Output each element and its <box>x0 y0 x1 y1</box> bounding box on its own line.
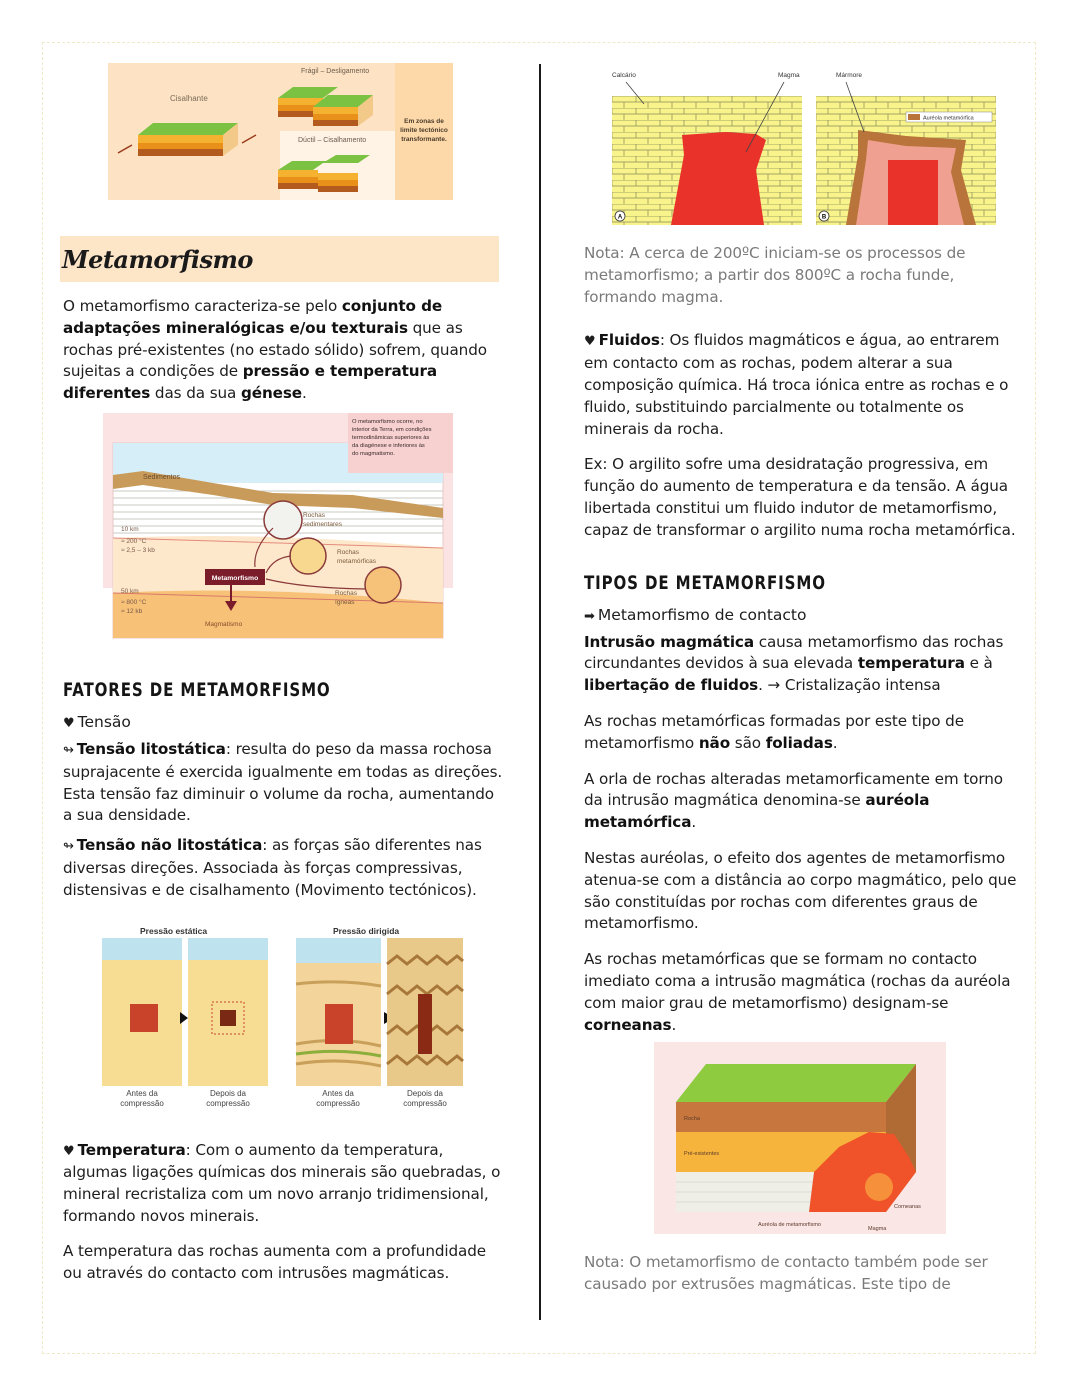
shear-zones-figure <box>108 63 453 200</box>
side-note-line1: Em zonas de <box>404 118 444 125</box>
aureole-figure <box>606 60 996 228</box>
section-title-metamorfismo: Metamorfismo <box>60 236 499 282</box>
label-cisalhante: Cisalhante <box>170 94 208 103</box>
title-directed-pressure: Pressão dirigida <box>333 925 400 936</box>
note-temperature-thresholds: Nota: A cerca de 200ºC iniciam-se os processos de metamorfismo; a partir dos 800ºC a rocha funde, formando magma. <box>584 244 966 306</box>
heart-icon: ♥ <box>63 715 75 731</box>
factors-title: FATORES DE METAMORFISMO <box>63 678 331 701</box>
contact-aureole-block-figure <box>654 1042 946 1234</box>
contact-p4: Nestas auréolas, o efeito dos agentes de metamorfismo atenua-se com a distância ao corpo magmático, pelo que são constituídas por rochas com diferentes graus de metamorfismo. <box>584 848 1017 933</box>
temperatura-paragraph: ♥ Temperatura: Com o aumento da temperatura, algumas ligações químicas dos minerais são quebradas, o mineral recristaliza com um novo arranjo tridimensional, formando novos minerais. <box>63 1140 501 1225</box>
caption-4-line2: compressão <box>403 1098 447 1108</box>
types-title: TIPOS DE METAMORFISMO <box>584 571 826 594</box>
left-column <box>63 55 503 1284</box>
label-rochas-met-2: metamórficas <box>337 557 377 565</box>
temperatura-depth-paragraph: A temperatura das rochas aumenta com a profundidade ou através do contacto com intrusões magmáticas. <box>63 1241 487 1282</box>
heart-icon: ♥ <box>584 334 596 350</box>
caption-1-line1: Antes da <box>126 1088 158 1098</box>
callout-line5: do magmatismo. <box>352 450 395 457</box>
label-temp-800: ≈ 800 °C <box>121 598 147 606</box>
caption-3-line2: compressão <box>316 1098 360 1108</box>
label-depth-10km: 10 km <box>121 525 139 533</box>
squiggle-arrow-icon: ↬ <box>63 839 74 855</box>
arrow-right-icon: ➡ <box>584 608 595 624</box>
label-press-25-3: ≈ 2,5 – 3 kb <box>121 546 155 554</box>
tensao-heading: ♥ Tensão <box>63 711 503 735</box>
callout-line2: interior da Terra, em condições <box>352 426 432 433</box>
label-rochas-sed-1: Rochas <box>303 511 326 519</box>
label-rochas-ign-1: Rochas <box>335 589 358 597</box>
label-rochas-ign-2: ígneas <box>335 598 355 606</box>
label-temp-200: ≈ 200 °C <box>121 537 147 545</box>
badge-b: B <box>821 214 827 221</box>
label-magma: Magma <box>778 72 800 79</box>
note-extrusions: Nota: O metamorfismo de contacto também pode ser causado por extrusões magmáticas. Este tipo de <box>584 1253 988 1294</box>
label-marmore: Mármore <box>836 72 863 79</box>
example-argilito-paragraph: Ex: O argilito sofre uma desidratação progressiva, em função do aumento de temperatura e da tensão. A água libertada constitui um fluido indutor de metamorfismo, capaz de transformar o argilito numa rocha metamórfica. <box>584 455 1016 539</box>
metamorfismo-box-label: Metamorfismo <box>211 574 259 582</box>
tensao-litostatica-paragraph: ↬ Tensão litostática: resulta do peso da massa rochosa suprajacente é exercida igualmente em todas as direções. Esta tensão faz diminuir o volume da rocha, aumentando a sua densidade. <box>63 739 503 825</box>
label-fragil: Frágil – Desligamento <box>301 68 370 75</box>
side-note-line3: transformante. <box>401 136 447 143</box>
column-divider <box>539 64 541 1320</box>
metamorphism-conditions-figure <box>103 413 453 641</box>
label-press-12: ≈ 12 kb <box>121 607 143 615</box>
pressure-types-figure <box>100 924 465 1112</box>
label-magmatismo: Magmatismo <box>205 620 243 628</box>
right-column <box>584 60 1024 1296</box>
caption-4-line1: Depois da <box>406 1088 444 1098</box>
contact-p1: Intrusão magmática causa metamorfismo das rochas circundantes devidos à sua elevada temperatura e à libertação de fluidos. → Cristalização intensa <box>584 632 1004 695</box>
label-corneanas: Corneanas <box>894 1204 921 1211</box>
caption-2-line1: Depois da <box>209 1088 247 1098</box>
caption-3-line1: Antes da <box>322 1088 354 1098</box>
squiggle-arrow-icon: ↬ <box>63 742 74 758</box>
label-sedimentos: Sedimentos <box>143 473 180 481</box>
intro-paragraph: O metamorfismo caracteriza-se pelo conjunto de adaptações mineralógicas e/ou texturais que as rochas pré-existentes (no estado sólido) sofrem, quando sujeitas a condições de pressão e temperatura diferentes das da sua génese. <box>63 297 487 403</box>
label-pre-existentes: Pré-existentes <box>684 1151 720 1158</box>
label-rochas-sed-2: sedimentares <box>303 520 343 528</box>
label-aureola-de-metamorfismo: Auréola de metamorfismo <box>758 1222 821 1229</box>
label-rochas-met-1: Rochas <box>337 548 360 556</box>
label-magma-block: Magma <box>868 1226 887 1233</box>
side-note-line2: limite tectónico <box>400 127 448 134</box>
contact-p2: As rochas metamórficas formadas por este tipo de metamorfismo não são foliadas. <box>584 711 964 752</box>
callout-line1: O metamorfismo ocorre, no <box>352 418 423 425</box>
callout-line3: termodinâmicas superiores às <box>352 434 430 441</box>
callout-line4: da diagénese e inferiores às <box>352 442 425 449</box>
caption-2-line2: compressão <box>206 1098 250 1108</box>
label-rocha: Rocha <box>684 1116 700 1123</box>
label-depth-50km: 50 km <box>121 587 139 595</box>
tensao-nao-litostatica-paragraph: ↬ Tensão não litostática: as forças são diferentes nas diversas direções. Associada às forças compressivas, distensivas e de cisalhamento (Movimento tectónicos). <box>63 836 482 899</box>
caption-1-line2: compressão <box>120 1098 164 1108</box>
badge-a: A <box>617 214 623 221</box>
contact-metamorphism-heading: ➡ Metamorfismo de contacto <box>584 604 1024 628</box>
heart-icon: ♥ <box>63 1143 75 1159</box>
contact-p3: A orla de rochas alteradas metamorficamente em torno da intrusão magmática denomina-se auréola metamórfica. <box>584 769 1003 832</box>
title-static-pressure: Pressão estática <box>140 925 208 936</box>
legend-aureola: Auréola metamórfica <box>923 115 974 122</box>
label-calcario: Calcário <box>612 72 636 79</box>
label-ductil: Dúctil – Cisalhamento <box>298 137 367 144</box>
contact-p5: As rochas metamórficas que se formam no contacto imediato coma a intrusão magmática (rochas da auréola com maior grau de metamorfismo) designam-se corneanas. <box>584 950 1011 1034</box>
fluidos-paragraph: ♥ Fluidos: Os fluidos magmáticos e água, ao entrarem em contacto com as rochas, podem alterar a sua composição química. Há troca iónica entre as rochas e o fluido, substituindo parcialmente ou totalmente os minerais da rocha. <box>584 331 1009 438</box>
